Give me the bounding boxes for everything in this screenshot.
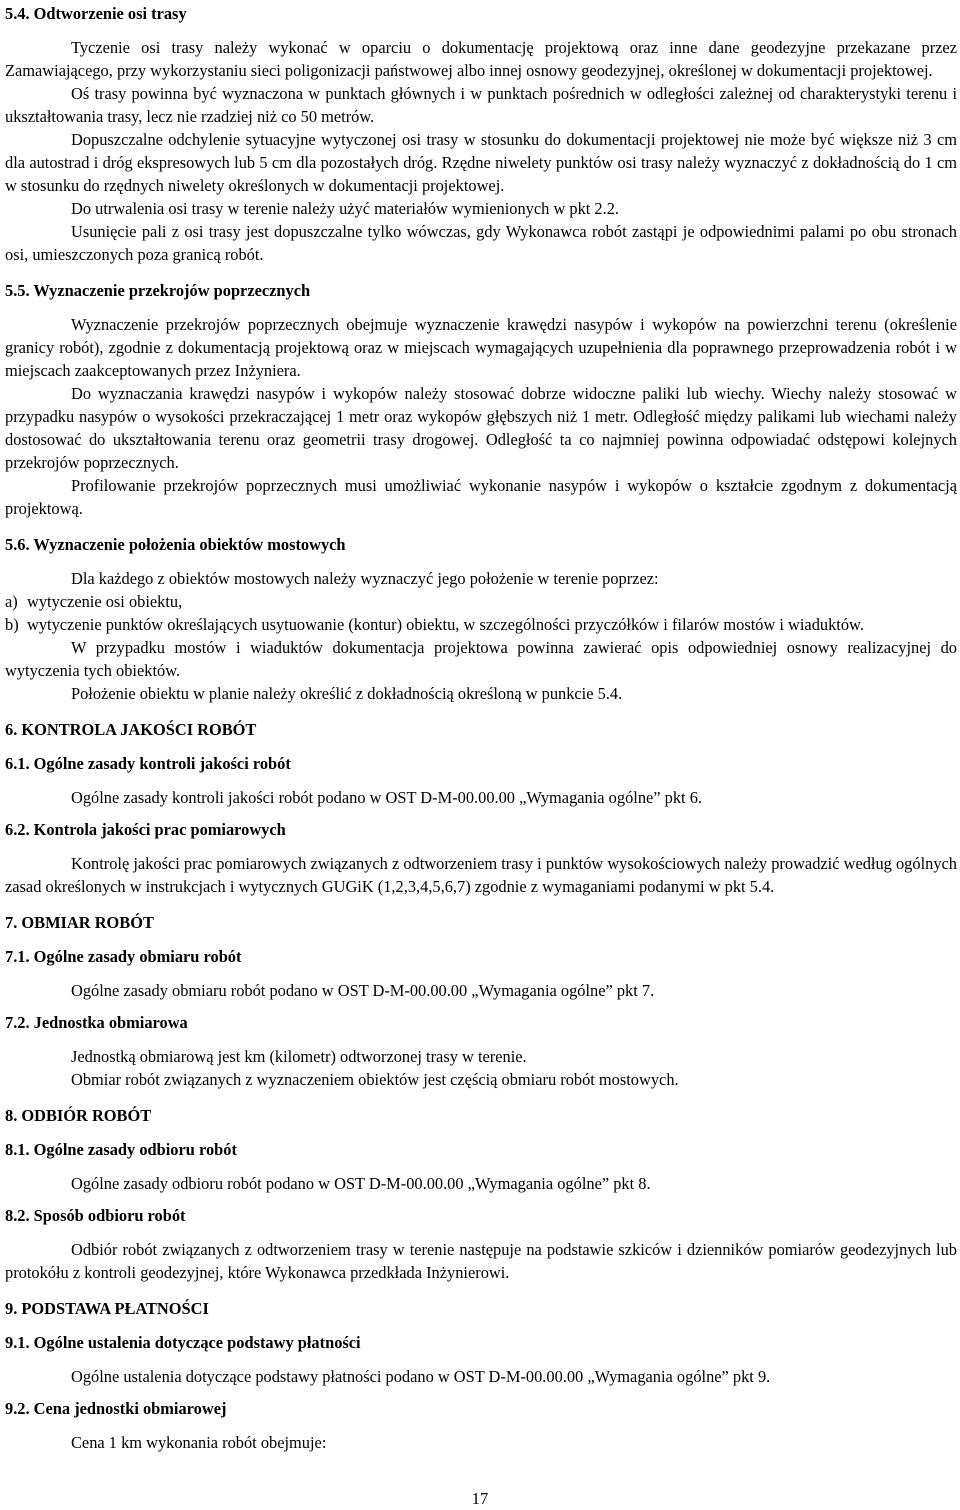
section-heading-7-1: 7.1. Ogólne zasady obmiaru robót <box>5 947 242 966</box>
paragraph: Do utrwalenia osi trasy w terenie należy użyć materiałów wymienionych w pkt 2.2. <box>71 199 620 218</box>
list-item-label: b) <box>5 615 19 634</box>
section-heading-8-2: 8.2. Sposób odbioru robót <box>5 1206 186 1225</box>
paragraph: Oś trasy powinna być wyznaczona w punktach głównych i w punktach pośrednich w odległości zależnej od charakterystyki terenu i ukształtowania trasy, lecz nie rzadziej niż co 50 metrów. <box>5 84 957 126</box>
paragraph: Cena 1 km wykonania robót obejmuje: <box>71 1433 327 1452</box>
list-item-text: wytyczenie osi obiektu, <box>27 592 183 611</box>
document-page <box>5 2 957 1454</box>
section-heading-5-4: 5.4. Odtworzenie osi trasy <box>5 4 187 23</box>
list-item-label: a) <box>5 592 18 611</box>
section-heading-9-1: 9.1. Ogólne ustalenia dotyczące podstawy płatności <box>5 1333 361 1352</box>
section-heading-9-2: 9.2. Cena jednostki obmiarowej <box>5 1399 227 1418</box>
section-heading-6-1: 6.1. Ogólne zasady kontroli jakości robót <box>5 754 291 773</box>
paragraph: Dla każdego z obiektów mostowych należy wyznaczyć jego położenie w terenie poprzez: <box>71 569 659 588</box>
paragraph: Jednostką obmiarową jest km (kilometr) odtworzonej trasy w terenie. <box>71 1047 527 1066</box>
page-number: 17 <box>471 1489 489 1508</box>
paragraph: Wyznaczenie przekrojów poprzecznych obejmuje wyznaczenie krawędzi nasypów i wykopów na powierzchni terenu (określenie granicy robót), zgodnie z dokumentacją projektową oraz w miejscach wymagających uzupełnienia dla poprawnego przeprowadzenia robót i w miejscach zaakceptowanych przez Inżyniera. <box>5 315 957 380</box>
paragraph: Profilowanie przekrojów poprzecznych musi umożliwiać wykonanie nasypów i wykopów o kształcie zgodnym z dokumentacją projektową. <box>5 476 957 518</box>
list-item <box>5 613 957 636</box>
section-heading-8-1: 8.1. Ogólne zasady odbioru robót <box>5 1140 237 1159</box>
paragraph: Usunięcie pali z osi trasy jest dopuszczalne tylko wówczas, gdy Wykonawca robót zastąpi je odpowiednimi palami po obu stronach osi, umieszczonych poza granicą robót. <box>5 222 957 264</box>
paragraph: Położenie obiektu w planie należy określić z dokładnością określoną w punkcie 5.4. <box>71 684 623 703</box>
list-item-text: wytyczenie punktów określających usytuowanie (kontur) obiektu, w szczególności przyczółków i filarów mostów i wiaduktów. <box>27 615 864 634</box>
paragraph: Kontrolę jakości prac pomiarowych związanych z odtworzeniem trasy i punktów wysokościowych należy prowadzić według ogólnych zasad określonych w instrukcjach i wytycznych GUGiK (1,2,3,4,5,6,7) zgodnie z wymaganiami podanymi w pkt 5.4. <box>5 854 957 896</box>
chapter-heading-6: 6. KONTROLA JAKOŚCI ROBÓT <box>5 720 257 739</box>
paragraph: Tyczenie osi trasy należy wykonać w oparciu o dokumentację projektową oraz inne dane geodezyjne przekazane przez Zamawiającego, przy wykorzystaniu sieci poligonizacji państwowej albo innej osnowy geodezyjnej, określonej w dokumentacji projektowej. <box>5 38 957 80</box>
paragraph: Ogólne zasady kontroli jakości robót podano w OST D-M-00.00.00 „Wymagania ogólne” pkt 6. <box>71 788 702 807</box>
chapter-heading-9: 9. PODSTAWA PŁATNOŚCI <box>5 1299 209 1318</box>
paragraph: Obmiar robót związanych z wyznaczeniem obiektów jest częścią obmiaru robót mostowych. <box>71 1070 679 1089</box>
chapter-heading-8: 8. ODBIÓR ROBÓT <box>5 1106 152 1125</box>
section-heading-5-5: 5.5. Wyznaczenie przekrojów poprzecznych <box>5 281 311 300</box>
paragraph: Ogólne zasady obmiaru robót podano w OST D-M-00.00.00 „Wymagania ogólne” pkt 7. <box>71 981 655 1000</box>
chapter-heading-7: 7. OBMIAR ROBÓT <box>5 913 154 932</box>
paragraph: Ogólne zasady odbioru robót podano w OST D-M-00.00.00 „Wymagania ogólne” pkt 8. <box>71 1174 651 1193</box>
paragraph: Ogólne ustalenia dotyczące podstawy płatności podano w OST D-M-00.00.00 „Wymagania ogólne” pkt 9. <box>71 1367 771 1386</box>
list-item <box>5 590 957 613</box>
section-heading-7-2: 7.2. Jednostka obmiarowa <box>5 1013 188 1032</box>
paragraph: Dopuszczalne odchylenie sytuacyjne wytyczonej osi trasy w stosunku do dokumentacji projektowej nie może być większe niż 3 cm dla autostrad i dróg ekspresowych lub 5 cm dla pozostałych dróg. Rzędne niwelety punktów osi trasy należy wyznaczyć z dokładnością do 1 cm w stosunku do rzędnych niwelety określonych w dokumentacji projektowej. <box>5 130 957 195</box>
section-heading-6-2: 6.2. Kontrola jakości prac pomiarowych <box>5 820 286 839</box>
section-heading-5-6: 5.6. Wyznaczenie położenia obiektów mostowych <box>5 535 346 554</box>
paragraph: Do wyznaczania krawędzi nasypów i wykopów należy stosować dobrze widoczne paliki lub wiechy. Wiechy należy stosować w przypadku nasypów o wysokości przekraczającej 1 metr oraz wykopów głębszych niż 1 metr. Odległość między palikami lub wiechami należy dostosować do ukształtowania terenu oraz geometrii trasy drogowej. Odległość ta co najmniej powinna odpowiadać odstępowi kolejnych przekrojów poprzecznych. <box>5 384 957 472</box>
paragraph: W przypadku mostów i wiaduktów dokumentacja projektowa powinna zawierać opis odpowiedniej osnowy realizacyjnej do wytyczenia tych obiektów. <box>5 638 957 680</box>
paragraph: Odbiór robót związanych z odtworzeniem trasy w terenie następuje na podstawie szkiców i dzienników pomiarów geodezyjnych lub protokółu z kontroli geodezyjnej, które Wykonawca przedkłada Inżynierowi. <box>5 1240 957 1282</box>
